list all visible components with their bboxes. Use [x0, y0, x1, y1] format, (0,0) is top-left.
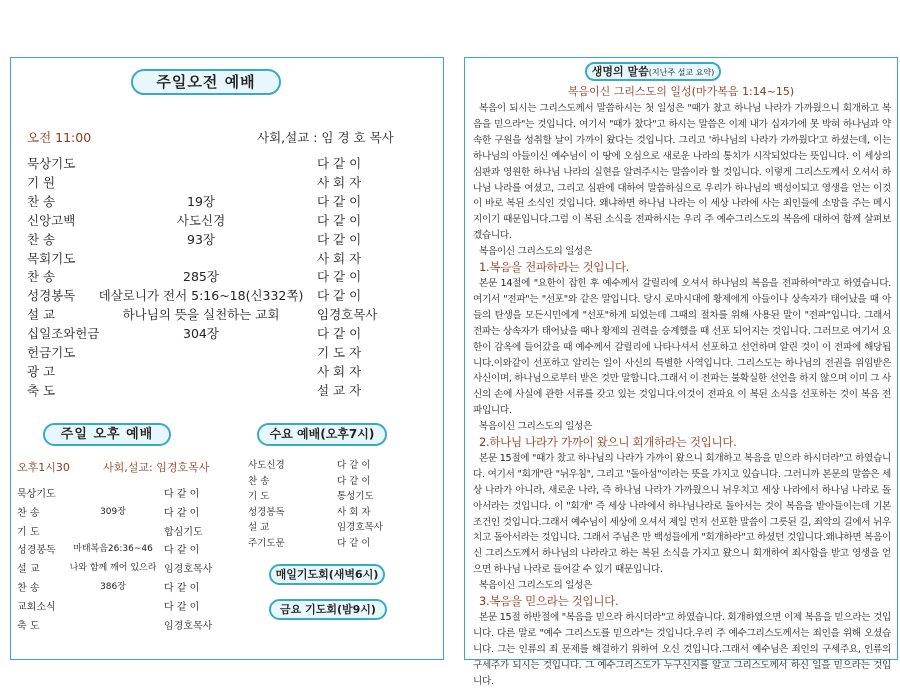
- order-item-leader: 사 회 자: [337, 506, 371, 518]
- order-item-name: 기 도: [17, 526, 40, 538]
- order-item-leader: 임경호목사: [164, 620, 213, 632]
- order-item-leader: 다 같 이: [317, 193, 362, 209]
- order-item-name: 묵상기도: [17, 489, 56, 500]
- daily-prayer-title: 매일기도회(새벽6시): [269, 564, 385, 585]
- order-item-leader: 다 같 이: [317, 326, 362, 342]
- order-item-name: 찬 송: [17, 507, 40, 519]
- order-item-name: 찬 송: [248, 475, 270, 487]
- afternoon-service-time: 오후1시30: [17, 461, 70, 474]
- order-item-name: 십일조와헌금: [27, 326, 100, 342]
- order-item-name: 설 교: [248, 522, 270, 534]
- sermon-point-1: 1.복음을 전파하라는 것입니다.: [479, 260, 630, 275]
- sermon-intro: 복음이 되시는 그리스도께서 말씀하시는 첫 일성은 "때가 찼고 하나님 나라가 가까웠으니 회개하고 복음을 믿으라"는 것입니다. 여기서 "때가 찼다"고 하시는 말씀은 이제 내가 십자가에 못 박혀 하나님과 약속한 구원을 성취할 날이 가까이 왔다는 것입니다. 그리고 '하나님의 나라가 가까웠다'고 하셨는데, 이는 하나님의 아들이신 예수님이 이 땅에 오심으로 새로운 나라의 통치가 시작되었다는 뜻입니다. 이 세상의 심판과 영원한 하나님 나라의 실현을 알려주시는 말씀이라 할 것입니다. 이렇게 그리스도께서 오셔서 하나님 나라를 여셨고, 그리고 심판에 대하여 말씀하심으로 우리가 하나님의 백성이되고 영생을 얻는 이것이 바로 복된 소식인 것입니다. 왜냐하면 하나님 나라는 이 세상 나라에 사는 죄인들에 소망을 주는 메시지이기 때문입니다.그럼 이 복된 소식을 전파하시는 우리 주 예수그리스도의 복음에 대하여 함께 살펴보겠습니다.: [473, 103, 891, 242]
- order-item-leader: 사 회 자: [317, 174, 362, 190]
- order-item-leader: 기 도 자: [317, 345, 362, 360]
- sermon-point-2: 2.하나님 나라가 가까이 왔으니 회개하라는 것입니다.: [479, 435, 737, 450]
- order-item-leader: 사 회 자: [317, 250, 362, 266]
- sermon-point-3: 3.복음을 믿으라는 것입니다.: [479, 594, 619, 609]
- order-item-leader: 다 같 이: [164, 507, 200, 519]
- order-item-leader: 다 같 이: [164, 601, 200, 613]
- order-item-name: 헌금기도: [27, 345, 76, 360]
- sermon-title-main: 생명의 말씀: [591, 65, 649, 78]
- order-item-leader: 임경호목사: [337, 522, 383, 534]
- order-item-name: 성경봉독: [27, 288, 76, 304]
- morning-service-title: 주일오전 예배: [131, 69, 281, 95]
- order-item-leader: 다 같 이: [164, 545, 200, 557]
- order-item-leader: 다 같 이: [164, 489, 200, 500]
- afternoon-service-leader: 사회,설교: 임경호목사: [103, 461, 210, 474]
- order-item-name: 광 고: [27, 363, 56, 379]
- order-item-name: 축 도: [27, 382, 56, 398]
- sermon-subtitle: 복음이신 그리스도의 일성(마가복음 1:14~15): [567, 85, 795, 98]
- order-item-name: 묵상기도: [27, 156, 76, 171]
- wednesday-service-title: 수요 예배(오후7시): [257, 423, 387, 446]
- sermon-body-3: 본문 15절 하반절에 "복음을 믿으라 하시더라"고 하였습니다. 회개하였으면 이제 복음을 믿으라는 것입니다. 다른 말로 "예수 그리스도를 믿으라"는 것입니다.우리 주 예수그리스도께서는 죄인을 위해 오셨습니다. 그는 인류의 죄 문제를 해결하기 위하여 오신 것입니다.그래서 예수님은 죄인의 구세주요, 인류의 구세주가 되시는 것입니다. 그 예수그리스도가 누구신지를 알고 그리스도께서 하신 일을 믿으라는 것입니다.: [473, 612, 891, 687]
- sermon-summary-panel: [464, 57, 898, 687]
- order-item-name: 찬 송: [27, 269, 56, 285]
- order-item-leader: 임경호목사: [164, 564, 213, 576]
- order-item-leader: 다 같 이: [317, 231, 362, 247]
- order-item-leader: 다 같 이: [317, 288, 362, 304]
- morning-service-leader: 사회,설교 : 임 경 호 목사: [257, 130, 394, 145]
- order-item-name: 찬 송: [27, 193, 56, 209]
- order-item-name: 축 도: [17, 620, 40, 632]
- order-item-name: 설 교: [27, 307, 56, 323]
- order-item-leader: 다 같 이: [317, 269, 362, 285]
- order-item-leader: 다 같 이: [164, 583, 200, 594]
- order-item-leader: 설 교 자: [317, 382, 362, 398]
- order-item-name: 찬 송: [17, 583, 40, 594]
- order-item-name: 교회소식: [17, 601, 56, 613]
- order-item-leader: 다 같 이: [317, 212, 362, 228]
- morning-service-time: 오전 11:00: [27, 130, 92, 145]
- order-item-name: 사도신경: [248, 460, 285, 471]
- order-item-name: 찬 송: [27, 231, 56, 247]
- order-item-name: 목회기도: [27, 250, 76, 266]
- friday-prayer-title: 금요 기도회(밤9시): [269, 599, 387, 620]
- sermon-body-2: 본문 15절에 "때가 찼고 하나님의 나라가 가까이 왔으니 회개하고 복음을 믿으라 하시더라"고 하였습니다. 여기서 "회개"란 "뉘우침", 그리고 "돌아섬"이라는 뜻을 가지고 있습니다. 그러니까 본문의 말씀은 세상 나라가 아니라, 새로운 나라, 즉 하나님 나라가 가까웠으니 뉘우치고 세상 나라에서 하나님 나라로 돌아서라는 것입니다. 이 "회개" 즉 세상 나라에서 하나님나라로 돌아서는 것이 복음을 받아들이는데 기본 조건인 것입니다.그래서 예수님이 세상에 오셔서 제일 먼저 선포한 말씀이 그릇된 길, 죄악의 길에서 뉘우치고 돌아서라는 것입니다. 그래서 주님은 만 백성들에게 "회개하라"고 하셨던 것입니다.왜냐하면 복음이신 그리스도께서 하나님의 나라라고 하는 복된 소식을 가지고 왔으니 회개하여 죄사함을 받고 영생을 얻으면 하나님 나라로 들어갈 수 있기 때문입니다.: [473, 452, 891, 576]
- order-item-leader: 다 같 이: [337, 538, 371, 549]
- order-item-leader: 다 같 이: [337, 475, 371, 487]
- order-item-leader: 합심기도: [164, 526, 203, 538]
- sermon-points-intro-3: 복음이신 그리스도의 일성은: [479, 580, 593, 592]
- sermon-title-sub: (지난주 설교 요약): [648, 68, 715, 77]
- sermon-body-1: 본문 14절에 "요한이 잡힌 후 예수께서 갈릴리에 오셔서 하나님의 복음을 전파하여"라고 하였습니다. 여기서 "전파"는 "선포"와 같은 말입니다. 당시 로마시대에 황제에게 아들이나 상속자가 태어났을 때 아들의 탄생을 모든시민에게 "선포"하게 되었는데 그때의 절차를 위해 사용된 말이 "전파"입니다. 그래서 전파는 상속자가 태어났을 때나 황제의 권력을 승계했을 때 선포 되어지는 것입니다. 그러므로 여기서 요한이 감옥에 들어갔을 때 예수께서 갈릴리에 나타나셔서 선포하고 선언하며 알린 것이 이 전파에 해당됩니다.이와같이 선포하고 알리는 일이 사신의 특별한 사역입니다. 그리스도는 하나님의 전권을 위임받은 사신이며, 하나님으로부터 받은 것만 말합니다.그래서 이 전파는 불확실한 선언을 하지 않으며 이미 그 사신의 손에 사실에 관한 서류를 갖고 있는 것입니다.이것이 전파요 이 복된 소식을 선포하는 것이 복음 전파입니다.: [473, 277, 891, 417]
- order-item-name: 신앙고백: [27, 212, 76, 228]
- sermon-points-intro-2: 복음이신 그리스도의 일성은: [479, 421, 593, 433]
- afternoon-service-title: 주일 오후 예배: [43, 423, 171, 446]
- order-item-name: 주기도문: [248, 538, 285, 549]
- order-item-leader: 임경호목사: [317, 307, 378, 323]
- order-item-name: 설 교: [17, 564, 40, 576]
- worship-order-panel: 주일오전 예배 오전 11:00 사회,설교 : 임 경 호 목사 묵상기도 다 같 이 기 원 사 회 자 찬 송 19장 다 같 이 신앙고백 사도신경 다 같 이 찬 송 93장 다 같 이 목회기도 사 회 자 찬 송 285장 다 같 이 성경봉독 데살로니가 전서 5:16~18(신332쪽) 다 같 이 설 교 하나님의 뜻을 실천하는 교회 임경호목사 십일조와헌금 304장 다 같 이 헌금기도 기 도 자 광 고 사 회 자 축 도 설 교 자 주일 오후 예배 수요 예배(오후7시) 오후1시30 사회,설교: 임경호목사 묵상기도 다 같 이 찬 송 309장 다 같 이 기 도 합심기도 성경봉독 마태복음26:36~46 다 같 이 설 교 나와 함께 깨어 있으라 임경호목사 찬 송 386장 다 같 이 교회소식 다 같 이 축 도 임경호목사 사도신경 다 같 이 찬 송 다 같 이 기 도 통성기도 성경봉독 사 회 자 설 교 임경호목사 주기도문 다 같 이 매일기도회(새벽6시) 금요 기도회(밤9시): [10, 57, 444, 660]
- order-item-leader: 다 같 이: [317, 156, 362, 171]
- sermon-body: [473, 101, 891, 690]
- order-item-name: 기 도: [248, 491, 270, 503]
- order-item-leader: 통성기도: [337, 491, 374, 503]
- sermon-points-intro: 복음이신 그리스도의 일성은: [479, 246, 593, 258]
- order-item-name: 기 원: [27, 174, 56, 190]
- order-item-name: 성경봉독: [17, 545, 56, 557]
- order-item-leader: 사 회 자: [317, 363, 362, 379]
- order-item-name: 성경봉독: [248, 506, 285, 518]
- sermon-title: [585, 62, 721, 81]
- order-item-leader: 다 같 이: [337, 460, 371, 471]
